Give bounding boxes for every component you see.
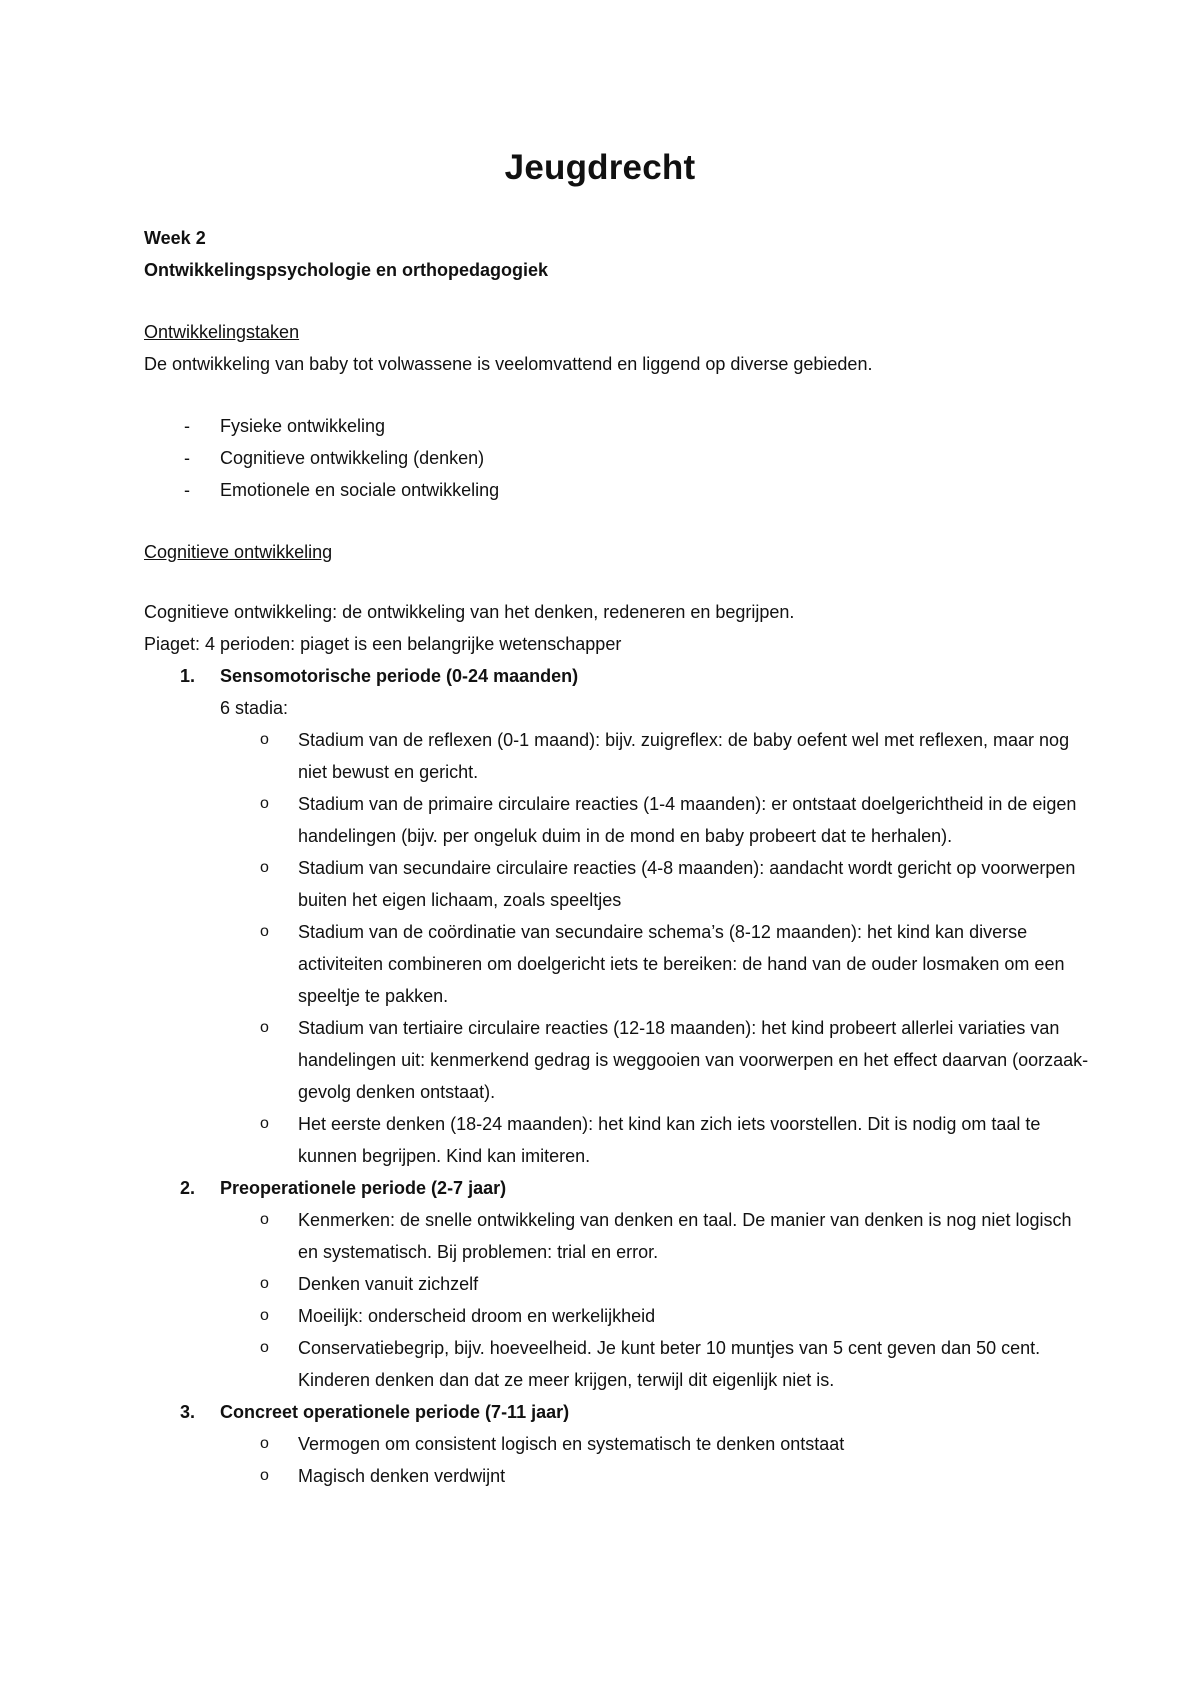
list-item xyxy=(184,474,1090,506)
week-label: Week 2 xyxy=(144,228,206,248)
circle-marker: o xyxy=(260,1211,269,1228)
list-item xyxy=(184,410,1090,442)
period-item xyxy=(180,660,1090,1172)
list-item xyxy=(184,442,1090,474)
spacer xyxy=(144,568,1090,596)
spacer xyxy=(144,380,1090,410)
piaget-periods-list xyxy=(144,660,1090,1492)
list-item xyxy=(260,1012,1090,1108)
list-item xyxy=(260,1108,1090,1172)
list-item-text: Denken vanuit zichzelf xyxy=(298,1274,479,1294)
period-title: Sensomotorische periode (0-24 maanden) xyxy=(220,666,579,686)
list-item xyxy=(260,1300,1090,1332)
spacer xyxy=(144,286,1090,316)
list-item xyxy=(260,1460,1090,1492)
list-item-text: Conservatiebegrip, bijv. hoeveelheid. Je kunt beter 10 muntjes van 5 cent geven dan 50 cent. Kinderen denken dan dat ze meer krijgen, terwijl dit eigenlijk niet is. xyxy=(298,1338,1041,1390)
list-item-text: Vermogen om consistent logisch en systematisch te denken ontstaat xyxy=(298,1434,845,1454)
list-item xyxy=(260,916,1090,1012)
list-item-text: Magisch denken verdwijnt xyxy=(298,1466,506,1486)
circle-marker: o xyxy=(260,731,269,748)
circle-marker: o xyxy=(260,923,269,940)
list-item-text: Stadium van de coördinatie van secundaire schema’s (8-12 maanden): het kind kan diverse activiteiten combineren om doelgericht iets te bereiken: de hand van de ouder losmaken om een speeltje te pakken. xyxy=(298,922,1065,1006)
list-item xyxy=(260,1428,1090,1460)
circle-marker: o xyxy=(260,1019,269,1036)
circle-marker: o xyxy=(260,1435,269,1452)
list-item xyxy=(260,1204,1090,1268)
section-heading-cognitieve-ontwikkeling: Cognitieve ontwikkeling xyxy=(144,542,333,562)
period-note: 6 stadia: xyxy=(220,698,289,718)
spacer xyxy=(144,506,1090,536)
characteristics-list xyxy=(220,1204,1090,1396)
list-item-text: Moeilijk: onderscheid droom en werkelijkheid xyxy=(298,1306,656,1326)
list-item-text: Kenmerken: de snelle ontwikkeling van denken en taal. De manier van denken is nog niet logisch en systematisch. Bij problemen: trial en error. xyxy=(298,1210,1072,1262)
period-number: 2. xyxy=(180,1178,196,1198)
dash-marker: - xyxy=(184,448,190,468)
period-title: Concreet operationele periode (7-11 jaar) xyxy=(220,1402,570,1422)
characteristics-list xyxy=(220,1428,1090,1492)
circle-marker: o xyxy=(260,1275,269,1292)
list-item xyxy=(260,1332,1090,1396)
section-intro: De ontwikkeling van baby tot volwassene is veelomvattend en liggend op diverse gebieden. xyxy=(144,354,873,374)
section-heading-ontwikkelingstaken: Ontwikkelingstaken xyxy=(144,322,300,342)
list-item xyxy=(260,788,1090,852)
period-number: 1. xyxy=(180,666,196,686)
list-item-text: Emotionele en sociale ontwikkeling xyxy=(220,480,500,500)
list-item xyxy=(260,724,1090,788)
stadia-list xyxy=(220,724,1090,1172)
list-item-text: Het eerste denken (18-24 maanden): het kind kan zich iets voorstellen. Dit is nodig om taal te kunnen begrijpen. Kind kan imiteren. xyxy=(298,1114,1041,1166)
circle-marker: o xyxy=(260,795,269,812)
period-item xyxy=(180,1396,1090,1492)
period-title: Preoperationele periode (2-7 jaar) xyxy=(220,1178,507,1198)
circle-marker: o xyxy=(260,1467,269,1484)
period-number: 3. xyxy=(180,1402,196,1422)
list-item xyxy=(260,852,1090,916)
circle-marker: o xyxy=(260,1115,269,1132)
piaget-paragraph: Piaget: 4 perioden: piaget is een belangrijke wetenschapper xyxy=(144,634,622,654)
list-item-text: Cognitieve ontwikkeling (denken) xyxy=(220,448,485,468)
circle-marker: o xyxy=(260,859,269,876)
list-item-text: Fysieke ontwikkeling xyxy=(220,416,386,436)
development-areas-list xyxy=(144,410,1090,506)
circle-marker: o xyxy=(260,1339,269,1356)
period-item xyxy=(180,1172,1090,1396)
list-item-text: Stadium van de primaire circulaire reacties (1-4 maanden): er ontstaat doelgerichtheid in de eigen handelingen (bijv. per ongeluk duim in de mond en baby probeert dat te herhalen). xyxy=(298,794,1077,846)
document-title: Jeugdrecht xyxy=(504,148,696,187)
definition-paragraph: Cognitieve ontwikkeling: de ontwikkeling van het denken, redeneren en begrijpen. xyxy=(144,602,795,622)
document-subtitle: Ontwikkelingspsychologie en orthopedagogiek xyxy=(144,260,549,280)
list-item-text: Stadium van de reflexen (0-1 maand): bijv. zuigreflex: de baby oefent wel met reflexen, maar nog niet bewust en gericht. xyxy=(298,730,1070,782)
dash-marker: - xyxy=(184,480,190,500)
list-item-text: Stadium van secundaire circulaire reacties (4-8 maanden): aandacht wordt gericht op voorwerpen buiten het eigen lichaam, zoals speeltjes xyxy=(298,858,1076,910)
circle-marker: o xyxy=(260,1307,269,1324)
list-item-text: Stadium van tertiaire circulaire reacties (12-18 maanden): het kind probeert allerlei variaties van handelingen uit: kenmerkend gedrag is weggooien van voorwerpen en het effect daarvan (oorzaak-gevolg denken ontstaat). xyxy=(298,1018,1089,1102)
dash-marker: - xyxy=(184,416,190,436)
list-item xyxy=(260,1268,1090,1300)
